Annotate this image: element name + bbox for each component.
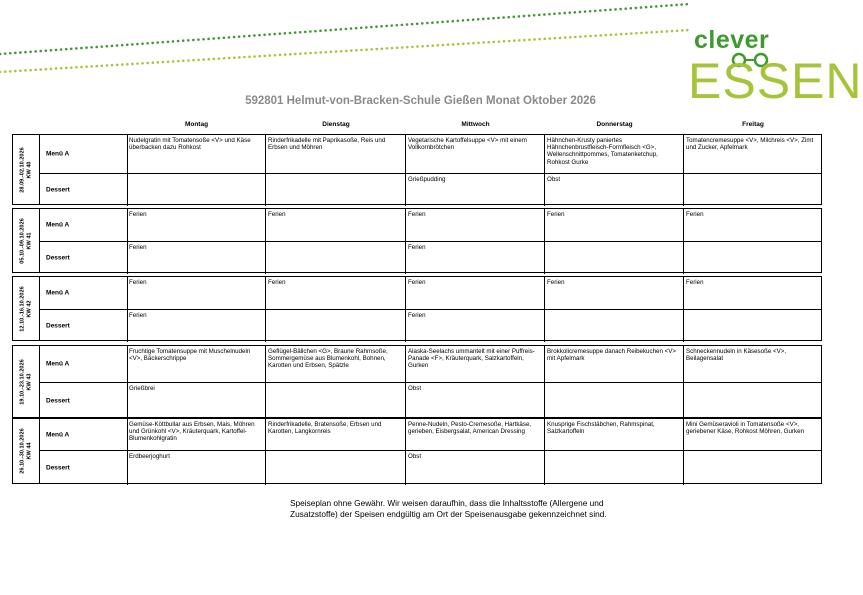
- week-label: [13, 346, 40, 417]
- row-divider: [39, 241, 821, 242]
- menu-row: [39, 346, 821, 382]
- menu-row-label: [39, 209, 128, 241]
- day-header-friday: Freitag: [742, 121, 764, 128]
- page-title: 592801 Helmut-von-Bracken-Schule Gießen Monat Oktober 2026: [245, 95, 596, 107]
- week-number: KW 43: [26, 372, 32, 391]
- menu-cell: Penne-Nudeln, Pesto-Cremesoße, Hartkäse, gerieben, Eisbergsalat, American Dressing: [406, 419, 545, 450]
- dessert-cell: [266, 451, 406, 485]
- dessert-row: [39, 310, 821, 342]
- dessert-cell: Ferien: [127, 242, 266, 274]
- row-label-text: Menü A: [46, 431, 70, 438]
- menu-cell: Alaska-Seelachs ummantelt mit einer Puffreis-Panade <F>, Kräuterquark, Salzkartoffeln, Gurken: [406, 346, 545, 382]
- row-label-text: Dessert: [46, 397, 70, 405]
- week-number: KW 40: [26, 160, 32, 179]
- dessert-cell: Grießpudding: [406, 174, 545, 206]
- menu-row: [39, 277, 821, 309]
- menu-cell: Brokkolicremesuppe danach Reibekuchen <V> mit Apfelmark: [545, 346, 684, 382]
- week-block: [12, 208, 822, 273]
- dessert-cell: Obst: [406, 383, 545, 419]
- dessert-cell: [545, 451, 684, 485]
- week-label: [13, 209, 40, 272]
- menu-row: [39, 419, 821, 450]
- row-label-text: Menü A: [46, 360, 70, 368]
- day-header-wednesday: Mittwoch: [461, 121, 490, 128]
- dessert-cell: [266, 310, 406, 342]
- menu-row-label: [39, 419, 128, 450]
- dessert-row: [39, 174, 821, 206]
- dessert-row: [39, 383, 821, 419]
- menu-cell: Geflügel-Bällchen <G>, Braune Rahmsoße, Sommergemüse aus Blumenkohl, Bohnen, Karotten und Erbsen, Spätzle: [266, 346, 406, 382]
- menu-cell: Ferien: [406, 209, 545, 241]
- dessert-cell: Ferien: [127, 310, 266, 342]
- dessert-cell: Obst: [545, 174, 684, 206]
- menu-row-label: [39, 277, 128, 309]
- menu-cell: Mini Gemüseravioli in Tomatensoße <V>, geriebener Käse, Rohkost Möhren, Gurken: [686, 421, 804, 436]
- week-block: [12, 134, 822, 205]
- dessert-cell: [266, 383, 406, 419]
- menu-cell: Ferien: [266, 209, 406, 241]
- menu-cell: Vegetarische Kartoffelsuppe <V> mit einem Vollkornbrötchen: [406, 135, 545, 173]
- dessert-cell: [266, 174, 406, 206]
- week-number: KW 42: [26, 299, 32, 318]
- dessert-row-label: [39, 451, 128, 485]
- menu-cell: Ferien: [545, 277, 684, 309]
- day-header-monday: Montag: [184, 121, 209, 128]
- week-block: [12, 276, 822, 341]
- row-divider: [39, 309, 821, 310]
- dessert-cell: [545, 242, 684, 274]
- row-label-text: Dessert: [46, 186, 70, 194]
- menu-cell: Ferien: [686, 211, 704, 218]
- menu-cell: Knusprige Fischstäbchen, Rahmspinat, Salzkartoffeln: [545, 419, 684, 450]
- dessert-row-label: [39, 383, 128, 419]
- menu-cell: Tomatencremesuppe <V>, Milchreis <V>, Zimt und Zucker, Apfelmark: [686, 137, 814, 152]
- row-label-text: Menü A: [46, 289, 70, 297]
- day-header-thursday: Donnerstag: [596, 121, 633, 128]
- menu-cell: Gemüse-Köttbullar aus Erbsen, Mais, Möhren und Grünkohl <V>, Kräuterquark, Kartoffel-Blumenkohlgratin: [127, 419, 266, 450]
- week-dates: 19.10.-23.10.2026: [19, 358, 26, 405]
- disclaimer-note: Speiseplan ohne Gewähr. Wir weisen daraufhin, dass die Inhaltsstoffe (Allergene und Zusatzstoffe) der Speisen endgültig am Ort der Speisenausgabe gekennzeichnet sind.: [290, 498, 607, 519]
- dessert-cell: [684, 242, 822, 274]
- dessert-cell: [684, 451, 822, 485]
- row-label-text: Dessert: [46, 254, 70, 262]
- dessert-cell: Ferien: [406, 310, 545, 342]
- row-label-text: Menü A: [46, 150, 70, 158]
- menu-cell: Rinderfrikadelle mit Paprikasoße, Reis und Erbsen und Möhren: [266, 135, 406, 173]
- menu-cell: Ferien: [406, 277, 545, 309]
- menu-row-label: [39, 346, 128, 382]
- menu-cell: Ferien: [686, 279, 704, 286]
- menu-cell: Fruchtige Tomatensuppe mit Muschelnudeln <V>, Bäckerschrippe: [127, 346, 266, 382]
- menu-row: [39, 135, 821, 173]
- dessert-cell: [545, 383, 684, 419]
- dessert-cell: [684, 174, 822, 206]
- dessert-row: [39, 242, 821, 274]
- week-block: [12, 345, 822, 418]
- logo-clever-text: clever: [694, 26, 770, 54]
- row-divider: [39, 450, 821, 451]
- week-number: KW 41: [26, 231, 32, 250]
- week-label: [13, 135, 40, 204]
- row-divider: [39, 173, 821, 174]
- dessert-cell: Grießbrei: [127, 383, 266, 419]
- menu-cell: Ferien: [127, 209, 266, 241]
- menu-cell: Rinderfrikadelle, Bratensoße, Erbsen und Karotten, Langkornreis: [266, 419, 406, 450]
- dessert-cell: [684, 383, 822, 419]
- dessert-row-label: [39, 310, 128, 342]
- week-dates: 28.09.-02.10.2026: [19, 146, 26, 193]
- week-dates: 26.10.-30.10.2026: [19, 428, 26, 474]
- week-dates: 05.10.-09.10.2026: [19, 217, 26, 264]
- row-label-text: Menü A: [46, 221, 70, 229]
- menu-cell: Schneckennudeln in Käsesoße <V>, Beilagensalat: [686, 348, 787, 363]
- row-label-text: Dessert: [46, 322, 70, 330]
- dessert-cell: Obst: [406, 451, 545, 485]
- menu-cell: Ferien: [266, 277, 406, 309]
- week-label: [13, 277, 40, 340]
- menu-cell: Ferien: [545, 209, 684, 241]
- menu-row-label: [39, 135, 128, 173]
- menu-cell: Nudelgratin mit Tomatensoße <V> und Käse überbacken dazu Rohkost: [127, 135, 266, 173]
- week-block: [12, 418, 822, 484]
- dessert-row-label: [39, 242, 128, 274]
- dessert-cell: [545, 310, 684, 342]
- week-number: KW 44: [26, 442, 32, 460]
- dessert-cell: [684, 310, 822, 342]
- row-divider: [39, 382, 821, 383]
- dessert-row: [39, 451, 821, 485]
- menu-cell: Ferien: [127, 277, 266, 309]
- dessert-row-label: [39, 174, 128, 206]
- week-label: [13, 419, 40, 483]
- dessert-cell: [127, 174, 266, 206]
- week-dates: 12.10.-16.10.2026: [19, 285, 26, 332]
- dessert-cell: Ferien: [406, 242, 545, 274]
- menu-cell: Hähnchen-Krusty paniertes Hähnchenbrustfleisch-Formfleisch <G>, Wellenschnittpommes, Tomatenketchup, Rohkost Gurke: [545, 135, 684, 173]
- dessert-cell: [266, 242, 406, 274]
- row-label-text: Dessert: [46, 464, 70, 472]
- menu-row: [39, 209, 821, 241]
- day-header-tuesday: Dienstag: [322, 121, 350, 128]
- dessert-cell: Erdbeerjoghurt: [127, 451, 266, 485]
- logo-essen-text: ESSEN: [688, 53, 863, 109]
